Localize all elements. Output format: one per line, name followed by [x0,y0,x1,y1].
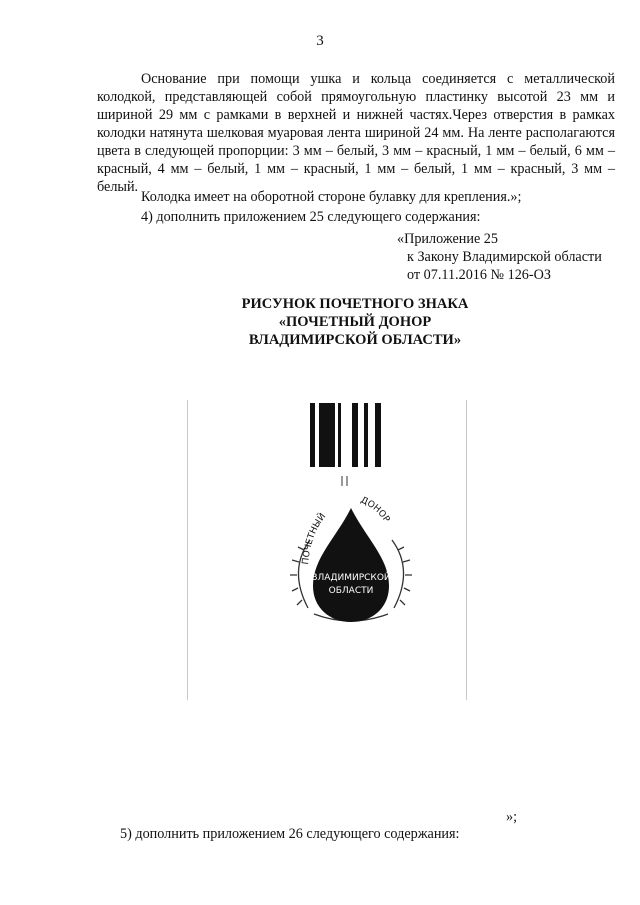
figure-title [0,295,640,349]
badge-drawing [280,390,430,640]
annex-title: «Приложение 25 [397,231,498,247]
badge-figure [280,390,430,640]
ribbon-block-icon [310,403,381,467]
blood-drop-icon [313,508,389,622]
badge-arc-left-text: ПОЧЕТНЫЙ [301,511,329,566]
badge-arc-right-text: ДОНОР [358,495,392,525]
badge-drop-text-line-1: ВЛАДИМИРСКОЙ [311,573,391,583]
scan-artifact-line [466,400,467,700]
annex-header [397,230,602,284]
badge-drop-text-line-2: ОБЛАСТИ [328,586,374,596]
ribbon-description-paragraph: Основание при помощи ушка и кольца соединяется с металлической колодкой, представляющей собой прямоугольную пластинку высотой 23 мм и шириной 29 мм с рамками в верхней и нижней частях.Через отверстия в рамках колодки натянута шелковая муаровая лента шириной 24 мм. На ленте располагаются цвета в следующей пропорции: 3 мм – белый, 3 мм – красный, 1 мм – белый, 6 мм – красный, 4 мм – белый, 1 мм – красный, 1 мм – белый, 1 мм – красный, 3 мм – белый. [97,71,615,195]
closing-quote-mark: »; [506,809,518,825]
amendment-4-paragraph: 4) дополнить приложением 25 следующего содержания: [141,209,481,225]
annex-law-date: от 07.11.2016 № 126-ОЗ [407,267,551,283]
amendment-5-paragraph: 5) дополнить приложением 26 следующего содержания: [120,826,460,842]
figure-title-line-3: ВЛАДИМИРСКОЙ ОБЛАСТИ» [248,332,462,348]
scan-artifact-line [187,400,188,700]
figure-title-line-2: «ПОЧЕТНЫЙ ДОНОР [278,314,432,330]
page-number: 3 [316,33,324,49]
ring-icon [342,476,347,486]
figure-title-line-1: РИСУНОК ПОЧЕТНОГО ЗНАКА [241,296,469,312]
pin-paragraph: Колодка имеет на оборотной стороне булавку для крепления.»; [141,189,522,205]
annex-law-ref: к Закону Владимирской области [407,249,602,265]
